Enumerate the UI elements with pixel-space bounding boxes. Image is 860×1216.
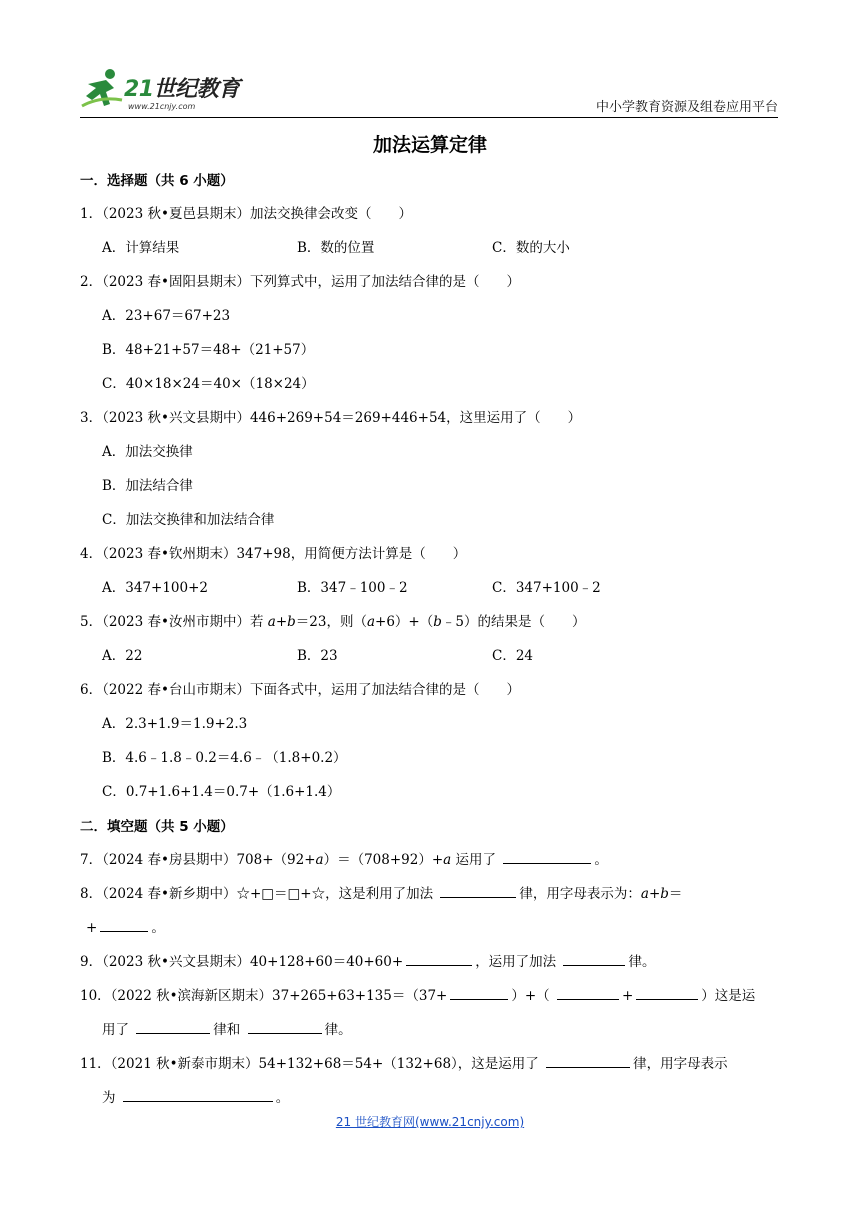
answer-blank[interactable] [136, 1019, 210, 1034]
answer-blank[interactable] [557, 985, 619, 1000]
option-a: A．347+100+2 [102, 580, 208, 596]
logo-url: www.21cnjy.com [128, 102, 196, 111]
option-c: C．347+100﹣2 [492, 580, 601, 596]
option-a: A．计算结果 [102, 240, 180, 256]
runner-logo-icon [80, 66, 124, 110]
answer-blank[interactable] [440, 883, 516, 898]
option-b: B．数的位置 [297, 240, 375, 256]
option-b: B．23 [297, 648, 338, 664]
option-b: B．4.6﹣1.8﹣0.2＝4.6﹣（1.8+0.2） [102, 750, 347, 766]
question-1: 1．（2023 秋•夏邑县期末）加法交换律会改变（ ） [80, 206, 412, 222]
platform-label: 中小学教育资源及组卷应用平台 [595, 100, 778, 115]
worksheet-body [80, 168, 780, 1120]
answer-blank[interactable] [503, 849, 591, 864]
option-a: A．加法交换律 [102, 444, 193, 460]
answer-blank[interactable] [450, 985, 508, 1000]
answer-blank[interactable] [636, 985, 698, 1000]
answer-blank[interactable] [546, 1053, 630, 1068]
logo [80, 66, 250, 116]
option-b: B．48+21+57＝48+（21+57） [102, 342, 315, 358]
answer-blank[interactable] [100, 917, 148, 932]
question-2: 2．（2023 春•固阳县期末）下列算式中，运用了加法结合律的是（ ） [80, 274, 520, 290]
answer-blank[interactable] [123, 1087, 273, 1102]
question-10: 10．（2022 秋•滨海新区期末）37+265+63+135＝（37+ ）+（ + ）这是运 [80, 984, 780, 1018]
footer-link[interactable]: 21 世纪教育网(www.21cnjy.com) [335, 1115, 525, 1129]
page-header [80, 62, 778, 118]
logo-text: 21世纪教育 [124, 77, 240, 102]
question-1-options [80, 236, 780, 270]
question-7: 7．（2024 春•房县期中）708+（92+a）＝（708+92）+a 运用了 。 [80, 848, 780, 882]
option-c: C．40×18×24＝40×（18×24） [102, 376, 315, 392]
question-11-line2: 为 。 [80, 1086, 780, 1120]
question-4: 4．（2023 春•钦州期末）347+98，用简便方法计算是（ ） [80, 546, 467, 562]
option-b: B．347﹣100﹣2 [297, 580, 408, 596]
question-4-options [80, 576, 780, 610]
option-a: A．2.3+1.9＝1.9+2.3 [102, 716, 248, 732]
question-11: 11．（2021 秋•新泰市期末）54+132+68＝54+（132+68），这是运用了 律，用字母表示 [80, 1052, 780, 1086]
option-c: C．24 [492, 648, 534, 664]
question-3: 3．（2023 秋•兴文县期中）446+269+54＝269+446+54，这里运用了（ ） [80, 410, 582, 426]
section-heading-fill: 二．填空题（共 5 小题） [80, 819, 234, 835]
option-a: A．23+67＝67+23 [102, 308, 231, 324]
question-5-options [80, 644, 780, 678]
question-5: 5．（2023 春•汝州市期中）若 a+b＝23，则（a+6）+（b﹣5）的结果是（ ） [80, 614, 586, 630]
option-c: C．0.7+1.6+1.4＝0.7+（1.6+1.4） [102, 784, 341, 800]
question-10-line2: 用了 律和 律。 [80, 1018, 780, 1052]
section-heading-choice: 一．选择题（共 6 小题） [80, 173, 234, 189]
header-divider [80, 117, 778, 118]
answer-blank[interactable] [563, 951, 625, 966]
answer-blank[interactable] [248, 1019, 322, 1034]
answer-blank[interactable] [406, 951, 472, 966]
question-8: 8．（2024 春•新乡期中）☆+□＝□+☆，这是利用了加法 律，用字母表示为：a+b＝ [80, 882, 780, 916]
page-title: 加法运算定律 [372, 134, 487, 156]
option-a: A．22 [102, 648, 143, 664]
question-6: 6．（2022 春•台山市期末）下面各式中，运用了加法结合律的是（ ） [80, 682, 520, 698]
option-b: B．加法结合律 [102, 478, 193, 494]
question-8-line2: + 。 [80, 916, 780, 950]
question-9: 9．（2023 秋•兴文县期末）40+128+60＝40+60+ ，运用了加法 律。 [80, 950, 780, 984]
option-c: C．数的大小 [492, 240, 570, 256]
option-c: C．加法交换律和加法结合律 [102, 512, 275, 528]
